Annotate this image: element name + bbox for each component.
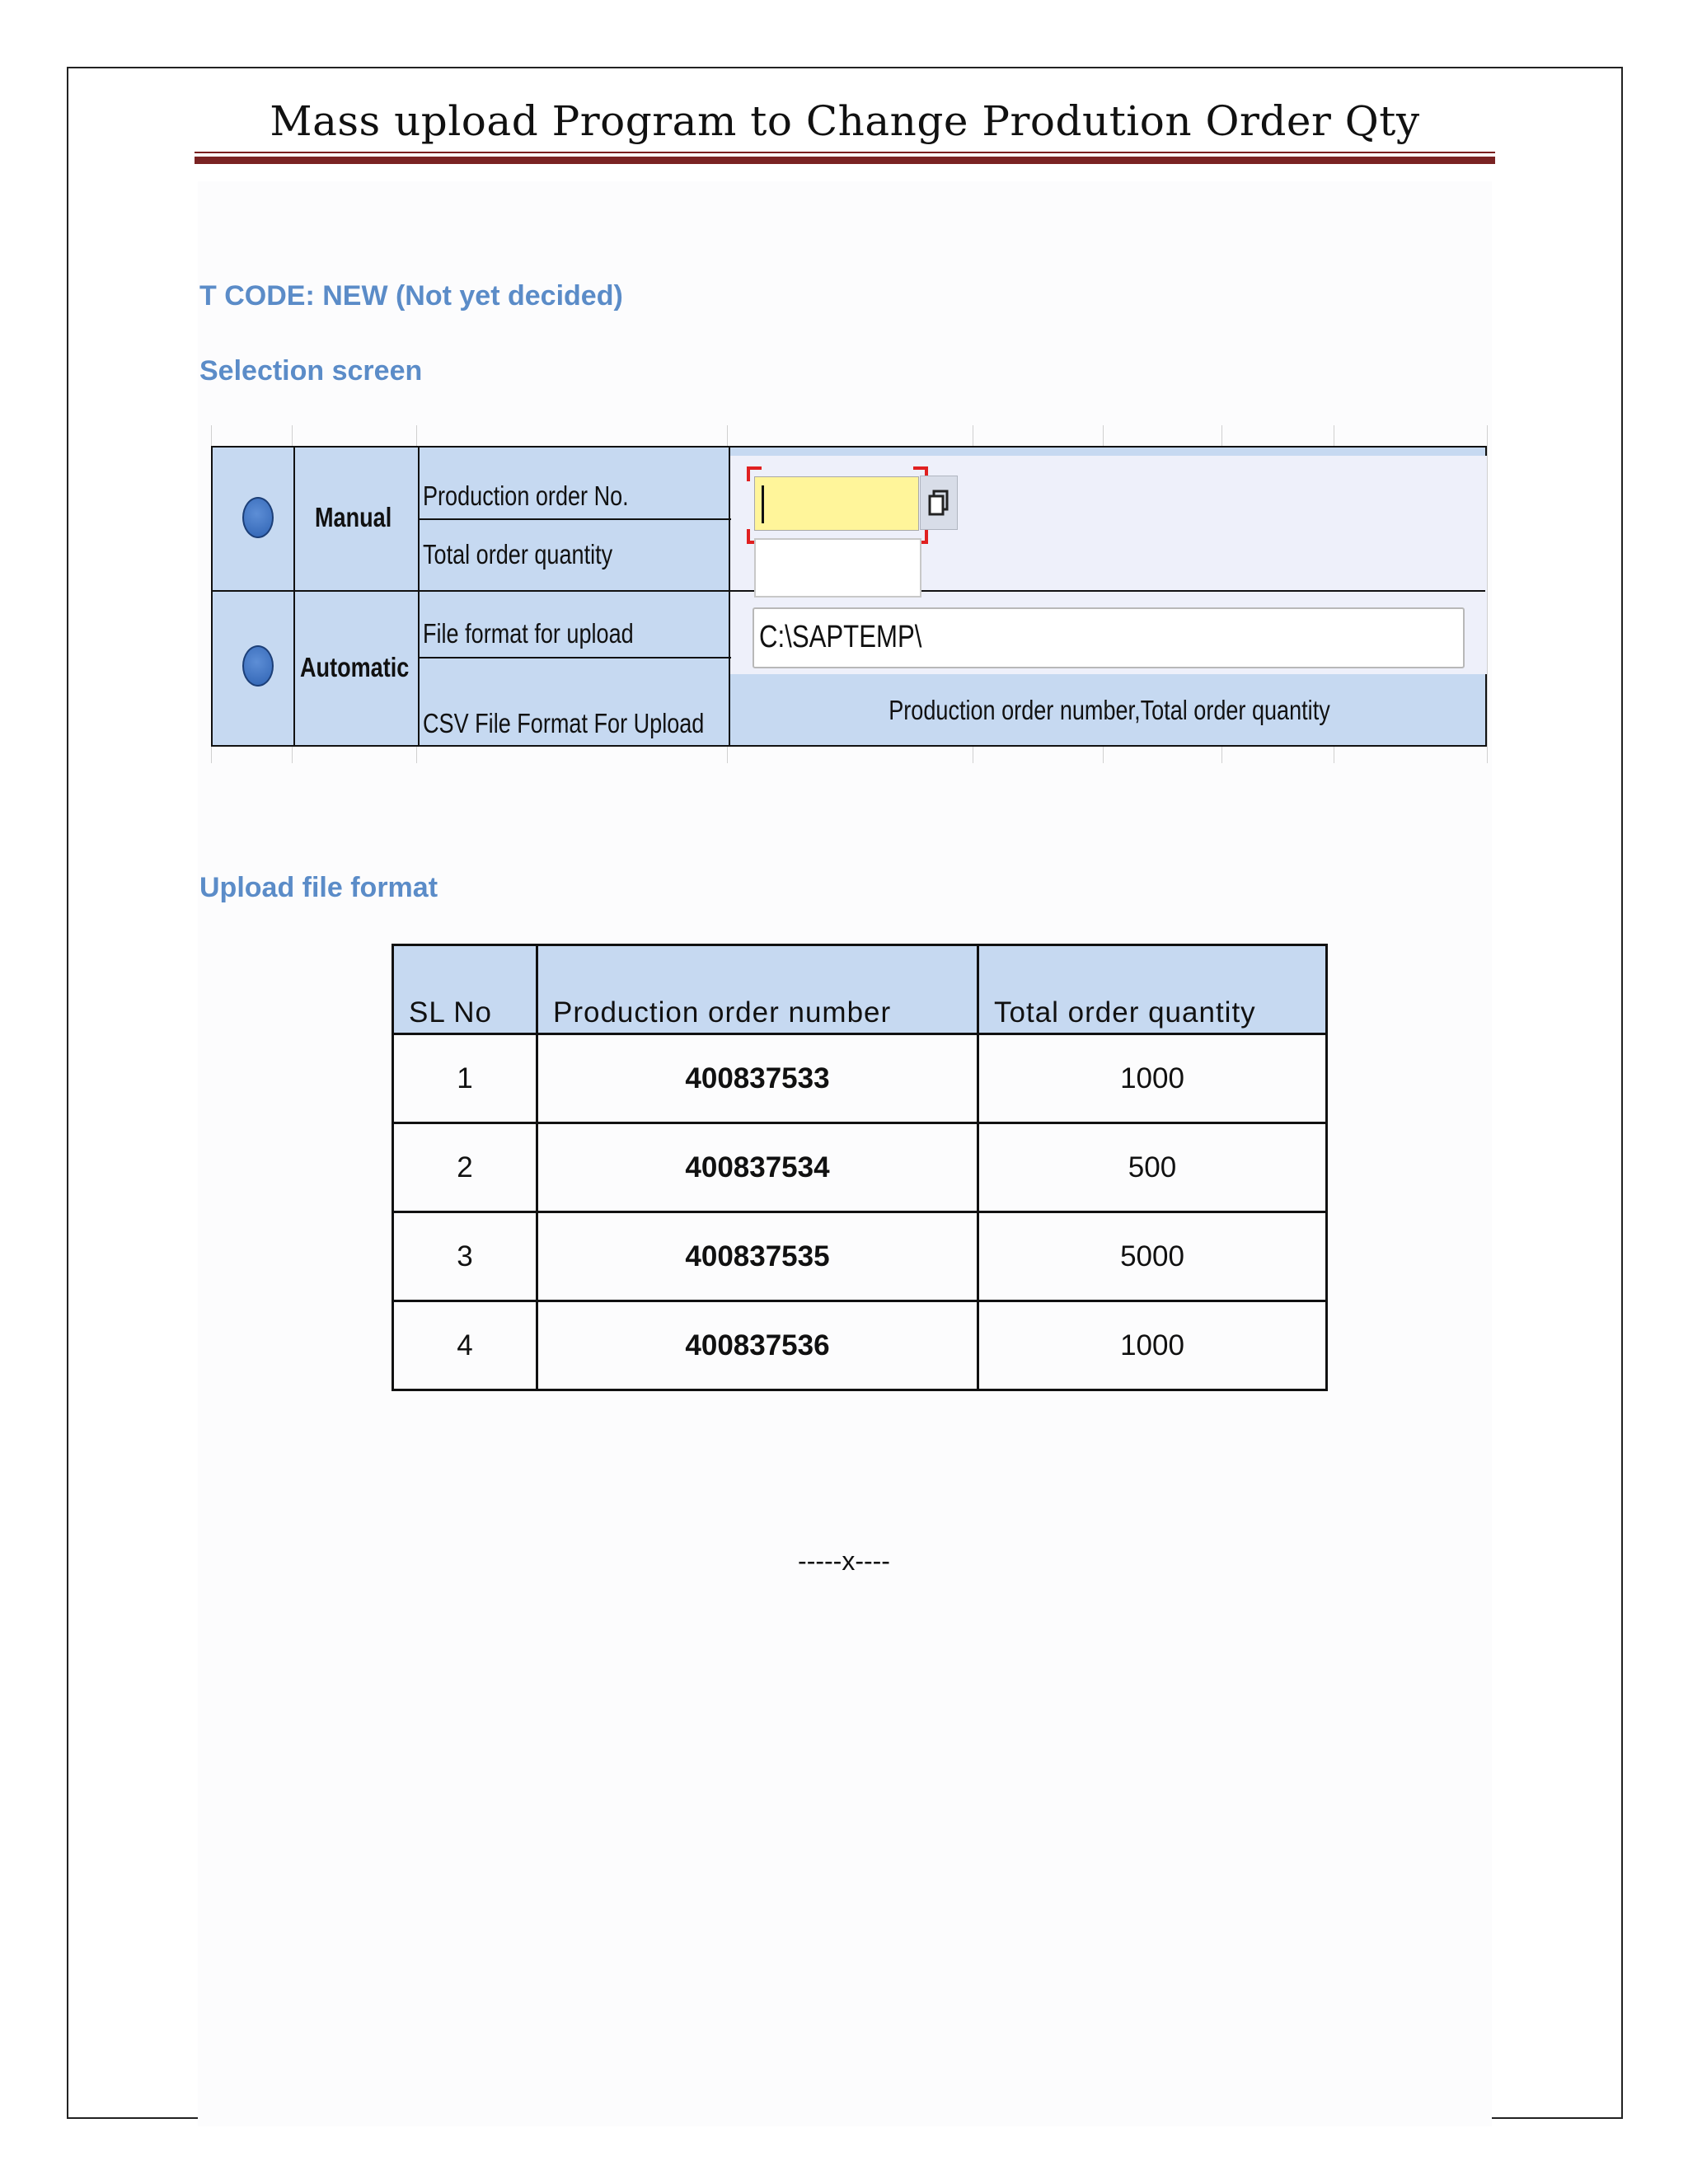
end-mark: -----x---- <box>798 1546 890 1576</box>
page-title: Mass upload Program to Change Prodution Order Qty <box>270 97 1420 145</box>
focus-corner <box>747 466 762 481</box>
cell-sl-no: 1 <box>393 1034 537 1123</box>
cell-sl-no: 4 <box>393 1301 537 1390</box>
file-path-input[interactable] <box>753 607 1465 668</box>
radio-button-icon[interactable] <box>242 497 274 538</box>
csv-format-value: Production order number,Total order quantity <box>889 695 1330 725</box>
title-rule-thin <box>195 152 1495 153</box>
cell-total-quantity: 1000 <box>978 1034 1327 1123</box>
title-rule-thick <box>195 157 1495 164</box>
automatic-option-label: Automatic <box>300 652 410 682</box>
row-divider <box>418 518 731 520</box>
tcode-heading: T CODE: NEW (Not yet decided) <box>199 280 623 312</box>
cell-production-order: 400837533 <box>537 1034 978 1123</box>
production-order-input[interactable] <box>754 476 919 531</box>
cell-total-quantity: 5000 <box>978 1212 1327 1301</box>
upload-format-table <box>392 944 1328 1391</box>
table-row <box>393 1034 1327 1123</box>
column-divider <box>293 448 295 745</box>
cell-total-quantity: 500 <box>978 1123 1327 1212</box>
manual-option-label: Manual <box>315 502 392 532</box>
grid-line <box>1487 425 1488 763</box>
file-format-label: File format for upload <box>423 618 634 649</box>
total-order-quantity-label: Total order quantity <box>423 539 613 569</box>
text-cursor <box>762 485 764 523</box>
csv-format-label: CSV File Format For Upload <box>423 708 705 738</box>
copy-icon[interactable] <box>920 476 958 530</box>
cell-production-order: 400837536 <box>537 1301 978 1390</box>
total-order-quantity-input[interactable] <box>754 538 921 598</box>
cell-production-order: 400837535 <box>537 1212 978 1301</box>
file-path-value: C:\SAPTEMP\ <box>759 620 922 654</box>
table-header-row <box>393 945 1327 1034</box>
column-divider <box>418 448 420 745</box>
selection-screen-heading: Selection screen <box>199 355 423 387</box>
row-divider <box>418 657 731 658</box>
cell-sl-no: 2 <box>393 1123 537 1212</box>
radio-button-icon[interactable] <box>242 645 274 687</box>
cell-total-quantity: 1000 <box>978 1301 1327 1390</box>
table-row <box>393 1301 1327 1390</box>
cell-sl-no: 3 <box>393 1212 537 1301</box>
header-production-order: Production order number <box>537 945 978 1034</box>
cell-production-order: 400837534 <box>537 1123 978 1212</box>
header-total-quantity: Total order quantity <box>978 945 1327 1034</box>
column-divider <box>729 448 730 745</box>
header-sl-no: SL No <box>393 945 537 1034</box>
upload-format-heading: Upload file format <box>199 872 438 903</box>
table-row <box>393 1123 1327 1212</box>
table-row <box>393 1212 1327 1301</box>
production-order-label: Production order No. <box>423 480 629 511</box>
